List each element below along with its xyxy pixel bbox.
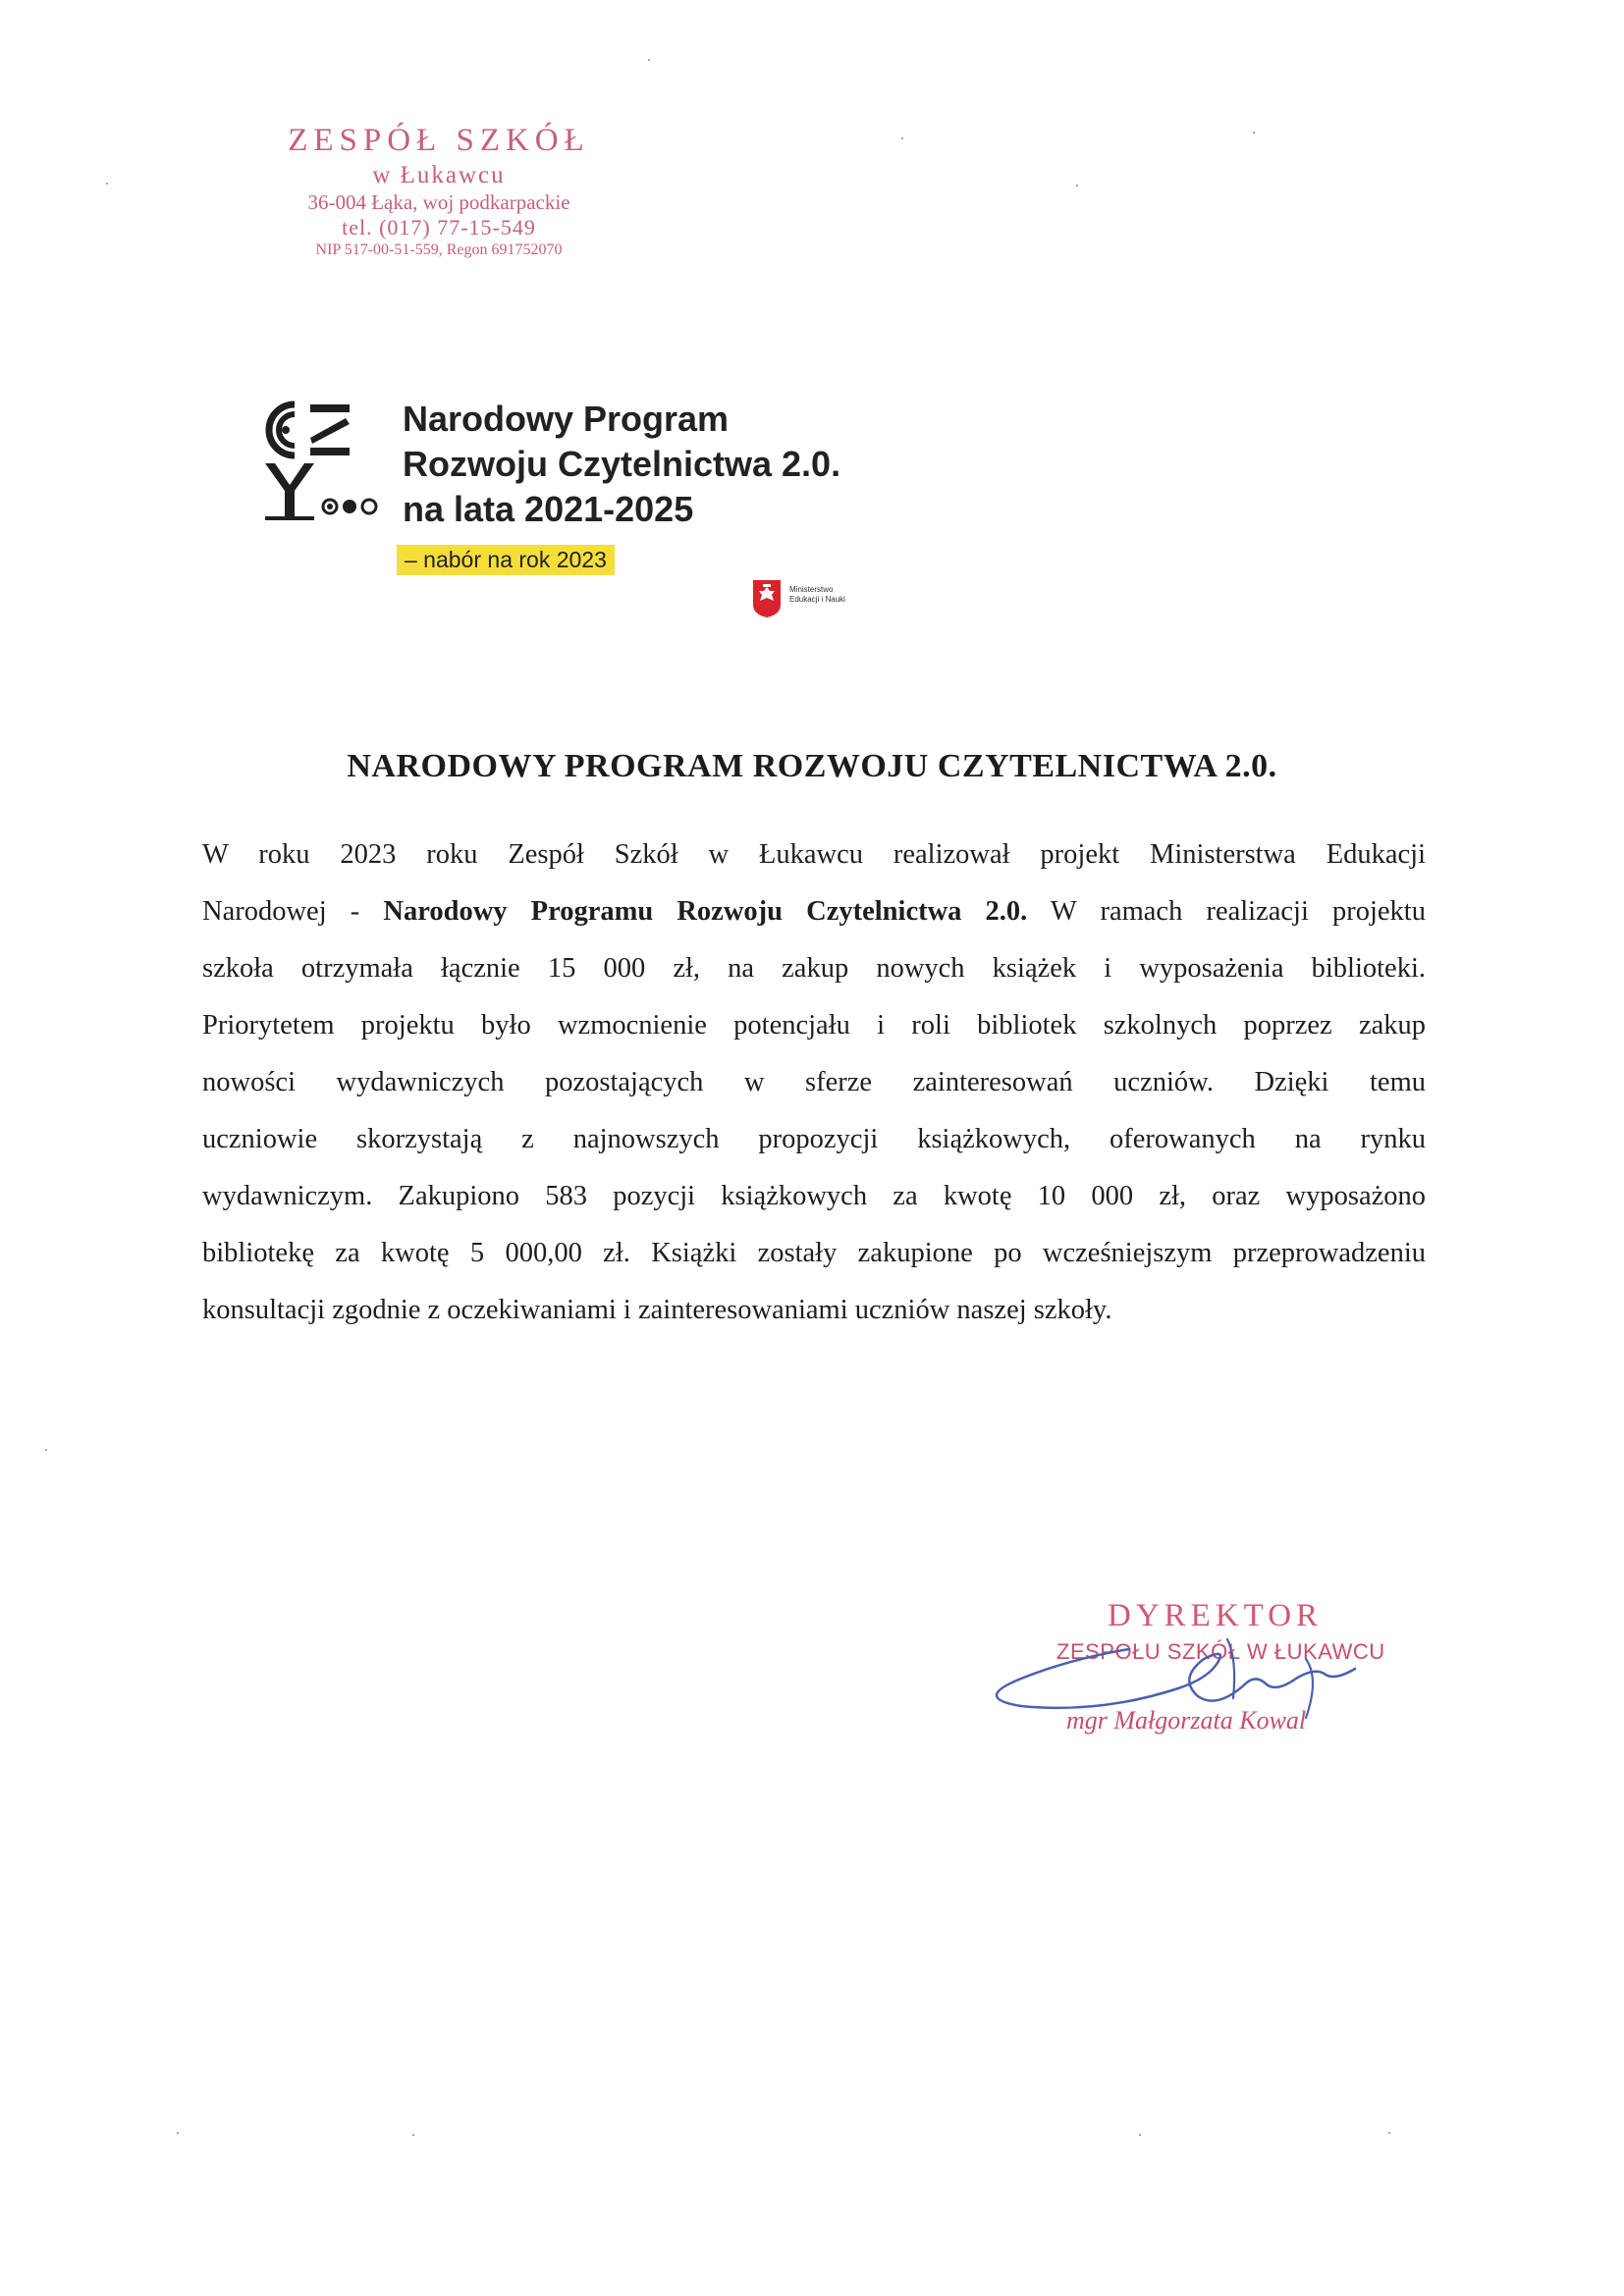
eagle-emblem-icon — [752, 579, 782, 618]
program-badge: – nabór na rok 2023 — [397, 545, 615, 575]
program-title — [403, 397, 840, 532]
program-name-bold: Narodowy Programu Rozwoju Czytelnictwa 2.0. — [383, 896, 1028, 927]
body-line: W roku 2023 roku Zespół Szkół w Łukawcu realizował projekt Ministerstwa Edukacji — [202, 839, 1426, 870]
scan-speck — [901, 137, 903, 139]
stamp-school-name: ZESPÓŁ SZKÓŁ — [288, 123, 590, 158]
school-stamp — [257, 122, 621, 259]
ministry-name-line: Ministerstwo — [789, 585, 834, 594]
program-title-line: na lata 2021-2025 — [403, 489, 694, 529]
scan-speck — [1139, 2134, 1141, 2136]
director-signature-stamp — [982, 1580, 1394, 1757]
body-text: Narodowej - — [202, 896, 384, 927]
stamp-registry: NIP 517-00-51-559, Regon 691752070 — [315, 241, 563, 259]
scan-speck — [177, 2132, 179, 2134]
stamp-phone: tel. (017) 77-15-549 — [342, 214, 536, 240]
ministry-logo — [752, 579, 880, 624]
stamp-town: w Łukawcu — [372, 161, 506, 188]
body-line: Priorytetem projektu było wzmocnienie potencjału i roli bibliotek szkolnych poprzez zakup — [202, 1010, 1426, 1041]
signature-name: mgr Małgorzata Kowal — [1066, 1706, 1307, 1735]
program-title-line: Narodowy Program — [403, 399, 730, 439]
body-line: konsultacji zgodnie z oczekiwaniami i zainteresowaniami uczniów naszej szkoły. — [202, 1295, 1112, 1325]
body-line: nowości wydawniczych pozostających w sferze zainteresowań uczniów. Dzięki temu — [202, 1067, 1426, 1097]
scan-speck — [106, 183, 108, 185]
scan-speck — [1253, 132, 1255, 133]
ministry-name-line: Edukacji i Nauki — [789, 595, 845, 604]
body-line: szkoła otrzymała łącznie 15 000 zł, na zakup nowych książek i wyposażenia biblioteki. — [202, 953, 1426, 984]
ministry-name — [789, 585, 888, 605]
body-line — [202, 883, 1426, 940]
body-line: wydawniczym. Zakupiono 583 pozycji książkowych za kwotę 10 000 zł, oraz wyposażono — [202, 1181, 1426, 1211]
scan-speck — [648, 59, 650, 61]
body-line: bibliotekę za kwotę 5 000,00 zł. Książki zostały zakupione po wcześniejszym przeprowadzeniu — [202, 1238, 1426, 1268]
document-body — [202, 827, 1426, 1339]
signature-school: ZESPOŁU SZKÓŁ W ŁUKAWCU — [1056, 1639, 1385, 1664]
stamp-address: 36-004 Łąka, woj podkarpackie — [307, 189, 570, 214]
scan-speck — [412, 2134, 414, 2136]
scan-speck — [1388, 2132, 1390, 2134]
signature-title: DYREKTOR — [1108, 1598, 1324, 1633]
body-text: W ramach realizacji projektu — [1027, 896, 1426, 927]
scan-speck — [1076, 185, 1078, 187]
document-heading: NARODOWY PROGRAM ROZWOJU CZYTELNICTWA 2.0. — [347, 748, 1277, 784]
program-logo-icon — [259, 397, 387, 524]
program-title-line: Rozwoju Czytelnictwa 2.0. — [403, 444, 841, 484]
handwritten-signature-icon — [982, 1620, 1375, 1737]
body-line: uczniowie skorzystają z najnowszych propozycji książkowych, oferowanych na rynku — [202, 1124, 1426, 1154]
scan-speck — [45, 1449, 47, 1451]
